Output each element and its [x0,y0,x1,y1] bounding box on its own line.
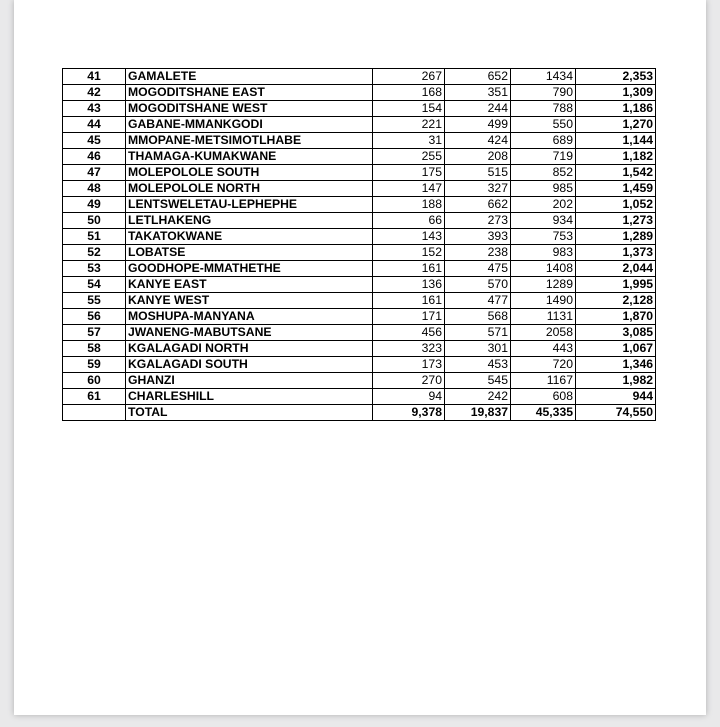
grand-total: 74,550 [576,405,656,421]
col-3-value: 720 [511,357,576,373]
col-1-value: 152 [373,245,445,261]
col-3-value: 852 [511,165,576,181]
col-3-value: 1490 [511,293,576,309]
table-row [63,293,656,309]
constituency-name: KGALAGADI NORTH [126,341,373,357]
constituency-name: CHARLESHILL [126,389,373,405]
col-2-value: 545 [445,373,511,389]
col-2-value: 238 [445,245,511,261]
col-1-value: 267 [373,69,445,85]
col-2-value: 393 [445,229,511,245]
table-row [63,325,656,341]
table-row [63,309,656,325]
col-1-value: 136 [373,277,445,293]
col-1-value: 94 [373,389,445,405]
col-2-value: 571 [445,325,511,341]
col-3-value: 1408 [511,261,576,277]
row-number: 53 [63,261,126,277]
results-table [62,68,656,421]
col-2-value: 652 [445,69,511,85]
col-1-value: 270 [373,373,445,389]
col-2-value: 327 [445,181,511,197]
col-2-value: 475 [445,261,511,277]
col-2-value: 477 [445,293,511,309]
constituency-name: MOSHUPA-MANYANA [126,309,373,325]
row-number: 61 [63,389,126,405]
col-1-value: 323 [373,341,445,357]
col-1-value: 161 [373,293,445,309]
constituency-name: KGALAGADI SOUTH [126,357,373,373]
row-number: 44 [63,117,126,133]
total-label: TOTAL [126,405,373,421]
col-3-value: 608 [511,389,576,405]
row-total: 2,044 [576,261,656,277]
row-number: 58 [63,341,126,357]
col-1-value: 221 [373,117,445,133]
col-1-value: 154 [373,101,445,117]
table-row [63,245,656,261]
table-row [63,101,656,117]
constituency-name: GABANE-MMANKGODI [126,117,373,133]
table-row [63,69,656,85]
col-2-value: 499 [445,117,511,133]
constituency-name: MMOPANE-METSIMOTLHABE [126,133,373,149]
col-3-value: 1167 [511,373,576,389]
col-1-value: 175 [373,165,445,181]
total-col-3: 45,335 [511,405,576,421]
row-total: 1,982 [576,373,656,389]
col-1-value: 66 [373,213,445,229]
row-total: 3,085 [576,325,656,341]
col-3-value: 550 [511,117,576,133]
constituency-name: GHANZI [126,373,373,389]
row-number: 43 [63,101,126,117]
total-row-number [63,405,126,421]
col-1-value: 31 [373,133,445,149]
row-total: 1,373 [576,245,656,261]
col-3-value: 1131 [511,309,576,325]
table-row [63,117,656,133]
row-number: 49 [63,197,126,213]
col-3-value: 719 [511,149,576,165]
table-row [63,213,656,229]
row-total: 2,353 [576,69,656,85]
constituency-name: LENTSWELETAU-LEPHEPHE [126,197,373,213]
col-2-value: 273 [445,213,511,229]
row-number: 42 [63,85,126,101]
row-total: 2,128 [576,293,656,309]
constituency-name: KANYE WEST [126,293,373,309]
row-number: 55 [63,293,126,309]
row-total: 1,309 [576,85,656,101]
row-number: 46 [63,149,126,165]
row-total: 1,289 [576,229,656,245]
col-2-value: 570 [445,277,511,293]
table-row [63,261,656,277]
constituency-name: MOGODITSHANE WEST [126,101,373,117]
table-row [63,373,656,389]
row-number: 45 [63,133,126,149]
row-total: 1,182 [576,149,656,165]
table-row [63,165,656,181]
col-1-value: 171 [373,309,445,325]
col-3-value: 790 [511,85,576,101]
table-row [63,389,656,405]
col-3-value: 983 [511,245,576,261]
col-2-value: 208 [445,149,511,165]
constituency-name: GAMALETE [126,69,373,85]
table-row [63,133,656,149]
col-3-value: 1434 [511,69,576,85]
table-row [63,85,656,101]
constituency-name: TAKATOKWANE [126,229,373,245]
col-1-value: 143 [373,229,445,245]
col-3-value: 934 [511,213,576,229]
col-2-value: 351 [445,85,511,101]
row-total: 1,870 [576,309,656,325]
row-total: 1,542 [576,165,656,181]
col-2-value: 244 [445,101,511,117]
row-total: 1,186 [576,101,656,117]
constituency-name: LOBATSE [126,245,373,261]
total-row [63,405,656,421]
constituency-name: KANYE EAST [126,277,373,293]
col-3-value: 788 [511,101,576,117]
col-3-value: 202 [511,197,576,213]
col-2-value: 242 [445,389,511,405]
row-number: 50 [63,213,126,229]
row-total: 1,459 [576,181,656,197]
row-total: 1,067 [576,341,656,357]
total-col-1: 9,378 [373,405,445,421]
col-2-value: 515 [445,165,511,181]
constituency-name: JWANENG-MABUTSANE [126,325,373,341]
row-total: 1,995 [576,277,656,293]
col-3-value: 1289 [511,277,576,293]
col-1-value: 456 [373,325,445,341]
row-total: 1,270 [576,117,656,133]
col-1-value: 168 [373,85,445,101]
col-2-value: 301 [445,341,511,357]
document-page [14,0,706,715]
col-3-value: 2058 [511,325,576,341]
table-row [63,229,656,245]
col-3-value: 753 [511,229,576,245]
row-number: 41 [63,69,126,85]
constituency-name: GOODHOPE-MMATHETHE [126,261,373,277]
row-number: 51 [63,229,126,245]
row-total: 1,346 [576,357,656,373]
row-number: 56 [63,309,126,325]
row-number: 60 [63,373,126,389]
col-1-value: 255 [373,149,445,165]
table-row [63,149,656,165]
constituency-name: MOLEPOLOLE NORTH [126,181,373,197]
table-row [63,357,656,373]
row-total: 1,144 [576,133,656,149]
table-row [63,341,656,357]
col-2-value: 424 [445,133,511,149]
table-row [63,277,656,293]
col-3-value: 443 [511,341,576,357]
col-1-value: 173 [373,357,445,373]
constituency-name: LETLHAKENG [126,213,373,229]
col-2-value: 662 [445,197,511,213]
constituency-name: MOLEPOLOLE SOUTH [126,165,373,181]
col-1-value: 161 [373,261,445,277]
row-number: 52 [63,245,126,261]
table-row [63,197,656,213]
row-total: 1,052 [576,197,656,213]
row-number: 59 [63,357,126,373]
row-number: 48 [63,181,126,197]
total-col-2: 19,837 [445,405,511,421]
col-3-value: 689 [511,133,576,149]
row-number: 57 [63,325,126,341]
row-number: 54 [63,277,126,293]
constituency-name: MOGODITSHANE EAST [126,85,373,101]
col-2-value: 568 [445,309,511,325]
row-number: 47 [63,165,126,181]
row-total: 944 [576,389,656,405]
row-total: 1,273 [576,213,656,229]
col-3-value: 985 [511,181,576,197]
constituency-name: THAMAGA-KUMAKWANE [126,149,373,165]
col-2-value: 453 [445,357,511,373]
col-1-value: 188 [373,197,445,213]
col-1-value: 147 [373,181,445,197]
table-row [63,181,656,197]
